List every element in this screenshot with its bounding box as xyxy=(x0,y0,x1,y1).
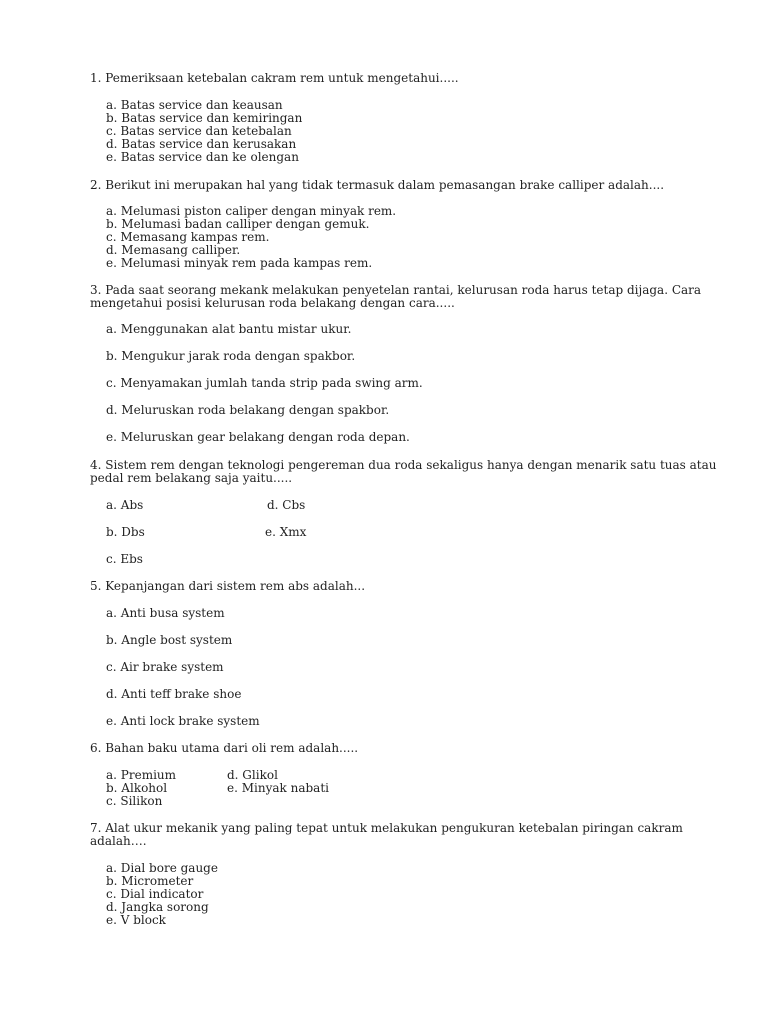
question-7-option-c: c. Dial indicator xyxy=(106,887,204,901)
question-6-option-d: d. Glikol xyxy=(227,768,278,782)
question-7-text-line-2: adalah…. xyxy=(90,834,147,848)
question-7-option-a: a. Dial bore gauge xyxy=(106,861,218,875)
question-2-text: 2. Berikut ini merupakan hal yang tidak termasuk dalam pemasangan brake calliper adalah.... xyxy=(90,178,665,192)
question-2-option-d: d. Memasang calliper. xyxy=(106,243,241,257)
question-1-option-a: a. Batas service dan keausan xyxy=(106,98,283,112)
question-1-option-e: e. Batas service dan ke olengan xyxy=(106,150,299,164)
question-3-option-d: d. Meluruskan roda belakang dengan spakbor. xyxy=(106,403,390,417)
question-4-option-b: b. Dbs xyxy=(106,525,145,539)
question-3-option-c: c. Menyamakan jumlah tanda strip pada swing arm. xyxy=(106,376,423,390)
question-6-text: 6. Bahan baku utama dari oli rem adalah..... xyxy=(90,741,359,755)
question-1-text: 1. Pemeriksaan ketebalan cakram rem untuk mengetahui..... xyxy=(90,71,459,85)
question-3-option-a: a. Menggunakan alat bantu mistar ukur. xyxy=(106,322,352,336)
question-1-option-c: c. Batas service dan ketebalan xyxy=(106,124,292,138)
question-2-option-a: a. Melumasi piston caliper dengan minyak rem. xyxy=(106,204,397,218)
question-5-option-e: e. Anti lock brake system xyxy=(106,714,260,728)
question-4-option-a: a. Abs xyxy=(106,498,144,512)
question-3-text-line-1: 3. Pada saat seorang mekank melakukan penyetelan rantai, kelurusan roda harus tetap dijaga. Cara xyxy=(90,283,702,297)
question-7-option-e: e. V block xyxy=(106,913,166,927)
question-5-option-b: b. Angle bost system xyxy=(106,633,233,647)
question-7-option-d: d. Jangka sorong xyxy=(106,900,209,914)
question-1-option-d: d. Batas service dan kerusakan xyxy=(106,137,297,151)
question-3-option-b: b. Mengukur jarak roda dengan spakbor. xyxy=(106,349,356,363)
question-2-option-b: b. Melumasi badan calliper dengan gemuk. xyxy=(106,217,370,231)
question-6-option-e: e. Minyak nabati xyxy=(227,781,329,795)
question-5-text: 5. Kepanjangan dari sistem rem abs adalah... xyxy=(90,579,366,593)
question-4-text-line-1: 4. Sistem rem dengan teknologi pengereman dua roda sekaligus hanya dengan menarik satu tuas atau xyxy=(90,458,717,472)
question-4-text-line-2: pedal rem belakang saja yaitu..... xyxy=(90,471,293,485)
question-4-option-d: d. Cbs xyxy=(267,498,306,512)
question-6-option-a: a. Premium xyxy=(106,768,177,782)
question-2-option-c: c. Memasang kampas rem. xyxy=(106,230,270,244)
question-2-option-e: e. Melumasi minyak rem pada kampas rem. xyxy=(106,256,373,270)
question-3-option-e: e. Meluruskan gear belakang dengan roda depan. xyxy=(106,430,410,444)
question-3-text-line-2: mengetahui posisi kelurusan roda belakang dengan cara..... xyxy=(90,296,455,310)
question-5-option-c: c. Air brake system xyxy=(106,660,224,674)
question-1-option-b: b. Batas service dan kemiringan xyxy=(106,111,303,125)
question-4-option-c: c. Ebs xyxy=(106,552,143,566)
question-5-option-a: a. Anti busa system xyxy=(106,606,225,620)
question-5-option-d: d. Anti teff brake shoe xyxy=(106,687,242,701)
question-7-option-b: b. Micrometer xyxy=(106,874,194,888)
question-7-text-line-1: 7. Alat ukur mekanik yang paling tepat untuk melakukan pengukuran ketebalan piringan cakram xyxy=(90,821,683,835)
question-6-option-b: b. Alkohol xyxy=(106,781,168,795)
question-6-option-c: c. Silikon xyxy=(106,794,163,808)
question-4-option-e: e. Xmx xyxy=(265,525,307,539)
